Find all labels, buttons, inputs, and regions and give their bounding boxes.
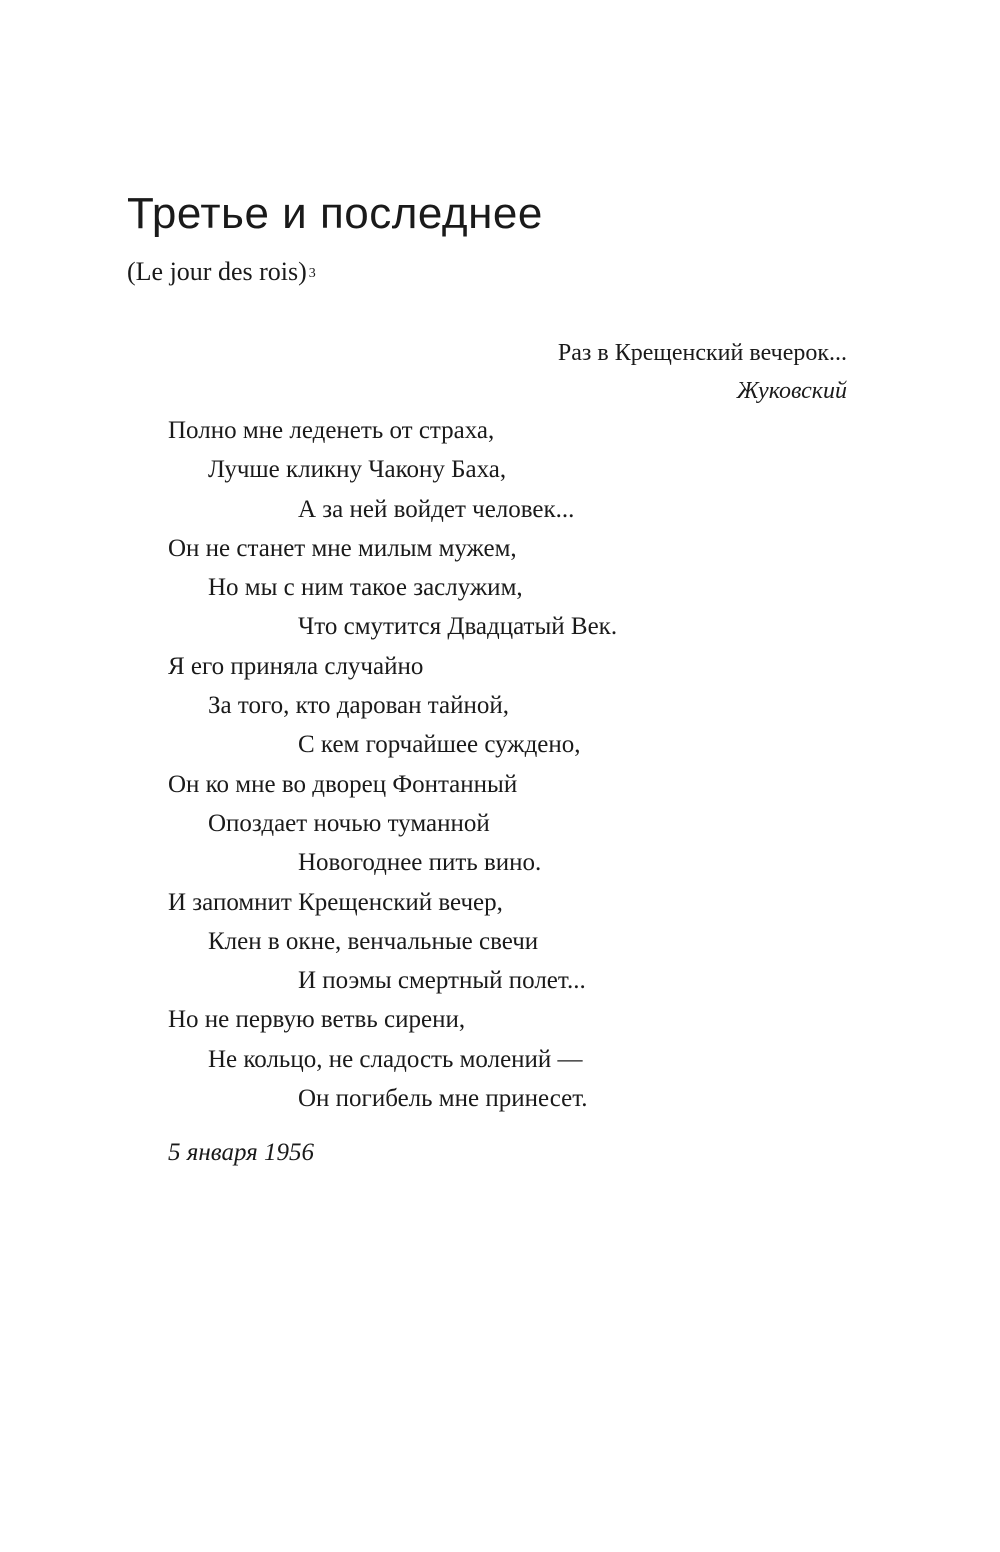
poem-line: Что смутится Двадцатый Век. [298, 613, 618, 641]
poem-line: Он погибель мне принесет. [298, 1085, 588, 1113]
poem-line: Но мы с ним такое заслужим, [208, 574, 523, 602]
poem-line: Но не первую ветвь сирени, [168, 1006, 466, 1034]
poem-date: 5 января 1956 [168, 1139, 314, 1166]
poem-line: Он не станет мне милым мужем, [168, 534, 517, 562]
poem-line: Лучше кликну Чакону Баха, [208, 456, 507, 484]
poem-line: И поэмы смертный полет... [298, 967, 586, 995]
epigraph [558, 334, 847, 410]
poem-body [168, 411, 617, 1118]
poem-line: Опоздает ночью туманной [208, 809, 490, 837]
poem-line: За того, кто дарован тайной, [208, 692, 509, 720]
footnote-marker: 3 [308, 266, 316, 281]
poem-line: С кем горчайшее суждено, [298, 731, 581, 759]
poem-line: Новогоднее пить вино. [298, 849, 542, 877]
poem-line: А за ней войдет человек... [298, 495, 575, 523]
poem-line: Клен в окне, венчальные свечи [208, 927, 539, 955]
poem-line: Не кольцо, не сладость молений — [208, 1045, 583, 1073]
epigraph-author: Жуковский [736, 378, 847, 404]
poem-title: Третье и последнее [127, 189, 543, 238]
poem-line: Полно мне леденеть от страха, [168, 417, 495, 444]
poem-line: И запомнит Крещенский вечер, [168, 888, 503, 916]
poem-line: Он ко мне во дворец Фонтанный [168, 770, 518, 798]
poem-line: Я его приняла случайно [168, 652, 424, 680]
subtitle-text: (Le jour des rois) [127, 257, 307, 286]
epigraph-quote: Раз в Крещенский вечерок... [557, 340, 847, 366]
poem-subtitle [127, 255, 316, 289]
